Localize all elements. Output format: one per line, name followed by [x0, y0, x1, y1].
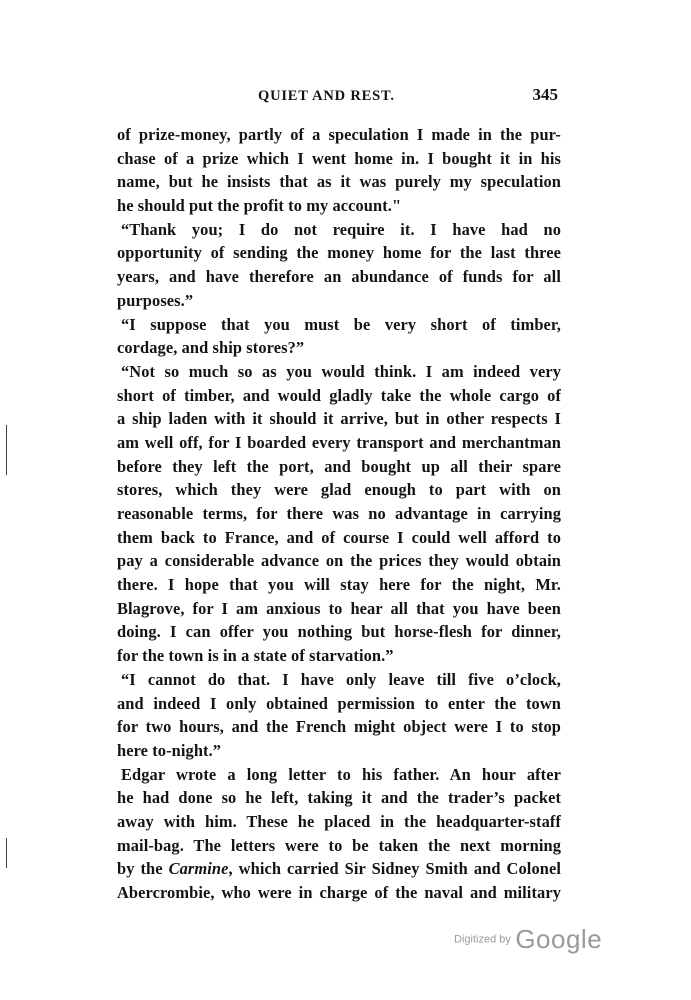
digitized-watermark: [454, 924, 602, 955]
text-line: mail-bag. The letters were to be taken the next morning: [117, 835, 561, 855]
text-line: name, but he insists that as it was purely my speculation: [117, 172, 561, 192]
text-line: reasonable terms, for there was no advantage in carrying: [117, 504, 561, 523]
text-line: Blagrove, for I am anxious to hear all that you have been: [117, 598, 561, 618]
text-line: opportunity of sending the money home for the last three: [117, 243, 561, 263]
text-line: away with him. These he placed in the headquarter-staff: [117, 811, 561, 831]
text-line: “I cannot do that. I have only leave till five o’clock,: [121, 669, 561, 689]
scan-margin-mark: [6, 425, 7, 475]
text-line-with-italic: [117, 857, 561, 881]
text-line: stores, which they were glad enough to part with on: [117, 480, 561, 500]
scan-margin-mark: [6, 838, 7, 868]
text-line: Edgar wrote a long letter to his father. An hour after: [121, 764, 561, 784]
text-line: pay a considerable advance on the prices they would obtain: [117, 551, 561, 571]
text-line: a ship laden with it should it arrive, but in other respects I: [117, 409, 561, 429]
page-header: [112, 86, 558, 110]
text-line: “I suppose that you must be very short of timber,: [121, 314, 561, 334]
text-line: Abercrombie, who were in charge of the naval and military: [117, 883, 561, 902]
text-line: he had done so he left, taking it and the trader’s packet: [117, 788, 561, 808]
text-line: chase of a prize which I went home in. I bought it in his: [117, 148, 561, 168]
text-fragment: by the: [117, 859, 169, 879]
text-line: for two hours, and the French might object were I to stop: [117, 717, 561, 737]
text-line: for the town is in a state of starvation.”: [117, 646, 394, 666]
text-line: there. I hope that you will stay here for the night, Mr.: [117, 575, 561, 595]
text-line: “Thank you; I do not require it. I have had no: [121, 219, 561, 239]
text-line: them back to France, and of course I could well afford to: [117, 527, 561, 547]
text-line: purposes.”: [117, 290, 194, 310]
running-title: QUIET AND REST.: [258, 88, 395, 104]
text-line: am well off, for I boarded every transport and merchantman: [117, 432, 561, 452]
watermark-small-text: Digitized by: [454, 933, 511, 946]
text-fragment: , which carried Sir Sidney Smith and Colonel: [228, 859, 561, 879]
text-line: “Not so much so as you would think. I am indeed very: [121, 361, 561, 381]
page-number: 345: [532, 85, 558, 104]
text-line: before they left the port, and bought up all their spare: [117, 456, 561, 476]
text-line: short of timber, and would gladly take the whole cargo of: [117, 385, 561, 405]
text-line: cordage, and ship stores?”: [117, 338, 305, 358]
body-text: [117, 123, 561, 905]
text-line: and indeed I only obtained permission to enter the town: [117, 693, 561, 713]
text-line: here to-night.”: [117, 740, 222, 760]
ship-name: Carmine: [168, 859, 229, 879]
text-line: of prize-money, partly of a speculation I made in the pur-: [117, 125, 561, 144]
watermark-logo-text: Google: [515, 924, 603, 954]
text-line: years, and have therefore an abundance of funds for all: [117, 267, 561, 287]
text-line: doing. I can offer you nothing but horse-flesh for dinner,: [117, 622, 561, 642]
text-line: he should put the profit to my account.": [117, 196, 402, 216]
